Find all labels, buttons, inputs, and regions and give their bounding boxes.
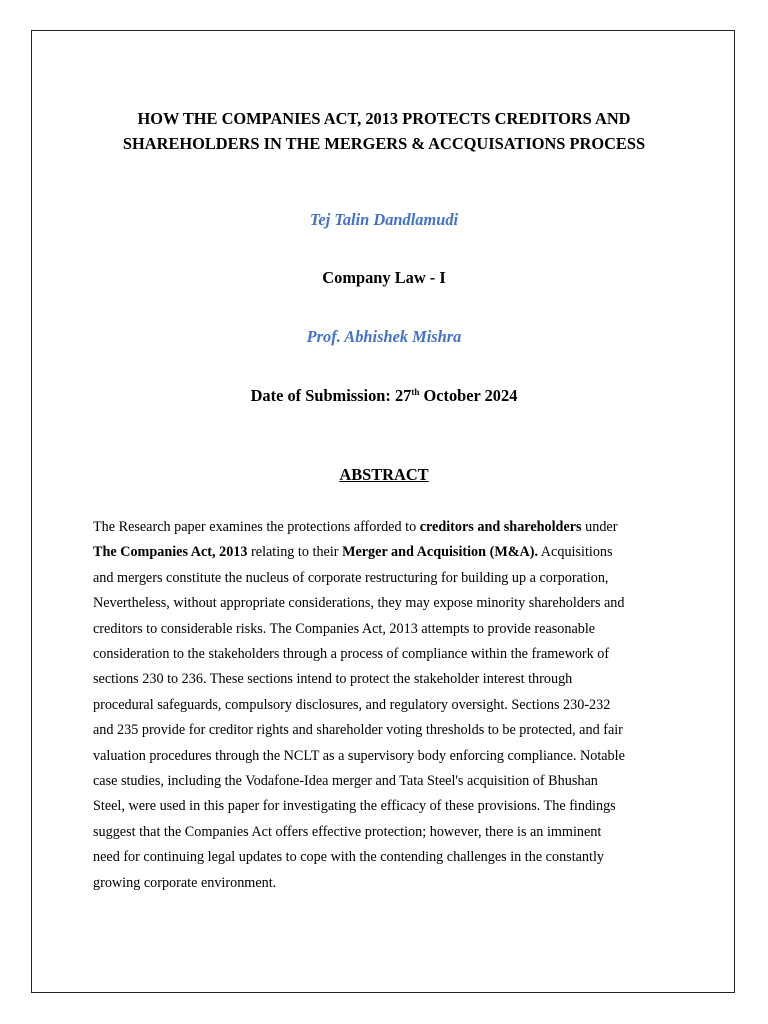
title-line-1: HOW THE COMPANIES ACT, 2013 PROTECTS CREDITORS AND — [137, 109, 631, 128]
paper-title — [60, 106, 708, 156]
abstract-line: procedural safeguards, compulsory disclosures, and regulatory oversight. Sections 230-232 — [93, 696, 611, 713]
abstract-line: growing corporate environment. — [93, 874, 277, 891]
author-name: Tej Talin Dandlamudi — [309, 210, 459, 229]
abstract-text: The Research paper examines the protections afforded to — [93, 519, 420, 535]
submission-date-rest: October 2024 — [419, 386, 518, 405]
abstract-bold-text: Merger and Acquisition (M&A). — [342, 544, 539, 561]
abstract-line: consideration to the stakeholders through a process of compliance within the framework of — [93, 646, 610, 663]
abstract-line: and 235 provide for creditor rights and shareholder voting thresholds to be protected, and fair — [93, 722, 623, 739]
abstract-heading: ABSTRACT — [339, 465, 429, 484]
abstract-line: suggest that the Companies Act offers effective protection; however, there is an imminent — [93, 823, 602, 840]
submission-date-suffix: th — [411, 387, 420, 397]
submission-date-label: Date of Submission: 27 — [250, 386, 412, 405]
abstract-line — [93, 515, 683, 540]
abstract-line: Steel, were used in this paper for investigating the efficacy of these provisions. The findings — [93, 798, 616, 815]
abstract-body — [93, 515, 683, 896]
abstract-line: Nevertheless, without appropriate considerations, they may expose minority shareholders and — [93, 595, 625, 612]
abstract-line: need for continuing legal updates to cope with the contending challenges in the constantly — [93, 849, 604, 866]
abstract-text: relating to their — [247, 544, 343, 561]
abstract-bold-text: The Companies Act, 2013 — [93, 544, 248, 561]
course-name: Company Law - I — [322, 268, 446, 287]
submission-date — [60, 385, 708, 407]
abstract-line: valuation procedures through the NCLT as a supervisory body enforcing compliance. Notable — [93, 747, 625, 764]
professor-name: Prof. Abhishek Mishra — [306, 327, 462, 346]
abstract-line: case studies, including the Vodafone-Idea merger and Tata Steel's acquisition of Bhushan — [93, 773, 598, 790]
abstract-line: and mergers constitute the nucleus of corporate restructuring for building up a corporation, — [93, 569, 609, 586]
abstract-bold-text: creditors and shareholders — [419, 519, 582, 535]
abstract-text: Acquisitions — [538, 544, 613, 561]
abstract-text: under — [581, 519, 618, 535]
abstract-line: sections 230 to 236. These sections intend to protect the stakeholder interest through — [93, 671, 573, 688]
title-line-2: SHAREHOLDERS IN THE MERGERS & ACCQUISATIONS PROCESS — [122, 134, 646, 153]
abstract-line: creditors to considerable risks. The Companies Act, 2013 attempts to provide reasonable — [93, 620, 596, 637]
abstract-line — [93, 540, 683, 565]
